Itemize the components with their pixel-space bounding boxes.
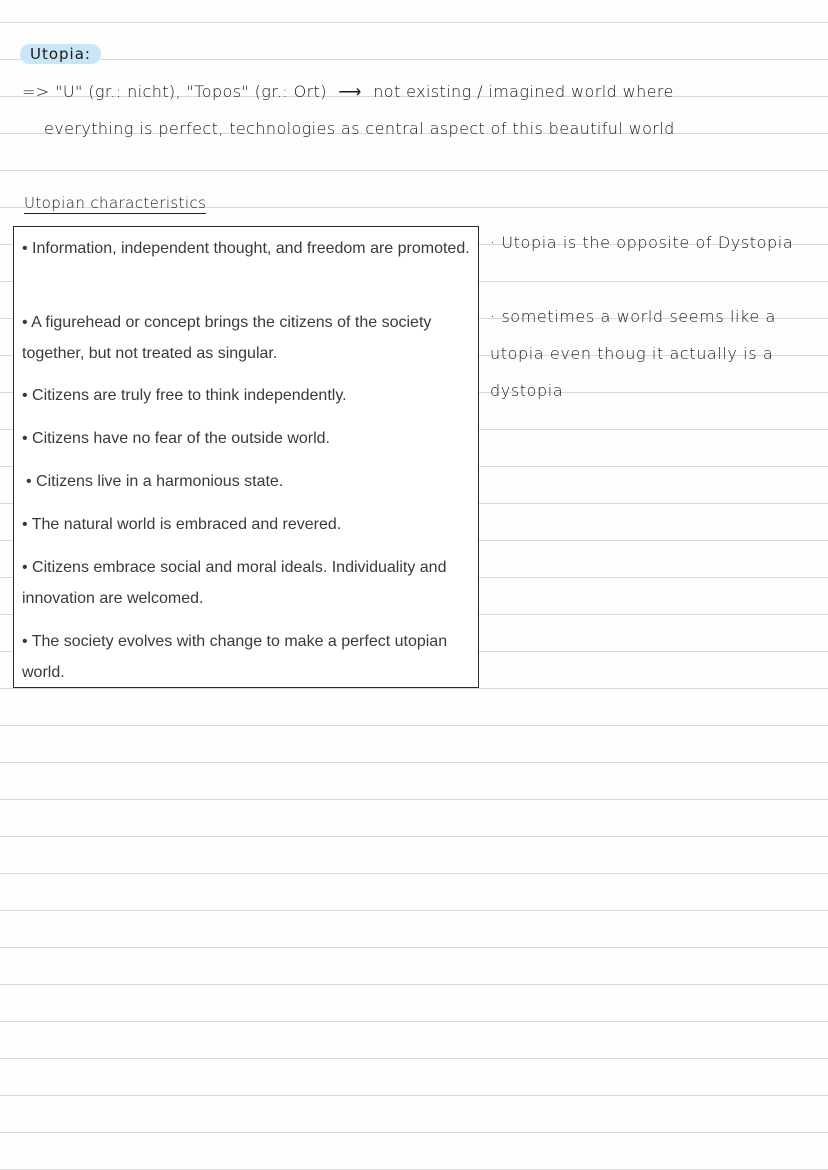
list-item: • Information, independent thought, and freedom are promoted. [22, 240, 470, 257]
characteristics-box [13, 226, 479, 688]
arrow-right-icon: ⟶ [338, 82, 362, 101]
list-item: • A figurehead or concept brings the citizens of the society together, but not treated as singular. [22, 314, 432, 362]
etymology-text: => "U" (gr.: nicht), "Topos" (gr.: Ort) [22, 82, 327, 101]
section-title [24, 194, 206, 212]
side-note: · sometimes a world seems like a utopia even thoug it actually is a dystopia [490, 307, 776, 400]
list-item: • The natural world is embraced and revered. [22, 516, 342, 533]
section-title-text: Utopian characteristics [24, 194, 207, 212]
definition-line-2: everything is perfect, technologies as central aspect of this beautiful world [44, 119, 675, 138]
definition-text: not existing / imagined world where [373, 82, 674, 101]
side-note: · Utopia is the opposite of Dystopia [490, 233, 794, 252]
list-item: • The society evolves with change to make a perfect utopian world. [22, 633, 448, 681]
list-item: • Citizens live in a harmonious state. [26, 473, 284, 490]
definition-line-1 [22, 82, 674, 101]
page-title: Utopia: [20, 44, 101, 64]
list-item: • Citizens have no fear of the outside world. [22, 430, 330, 447]
list-item: • Citizens are truly free to think independently. [22, 387, 347, 404]
list-item: • Citizens embrace social and moral ideals. Individuality and innovation are welcomed. [22, 559, 447, 607]
